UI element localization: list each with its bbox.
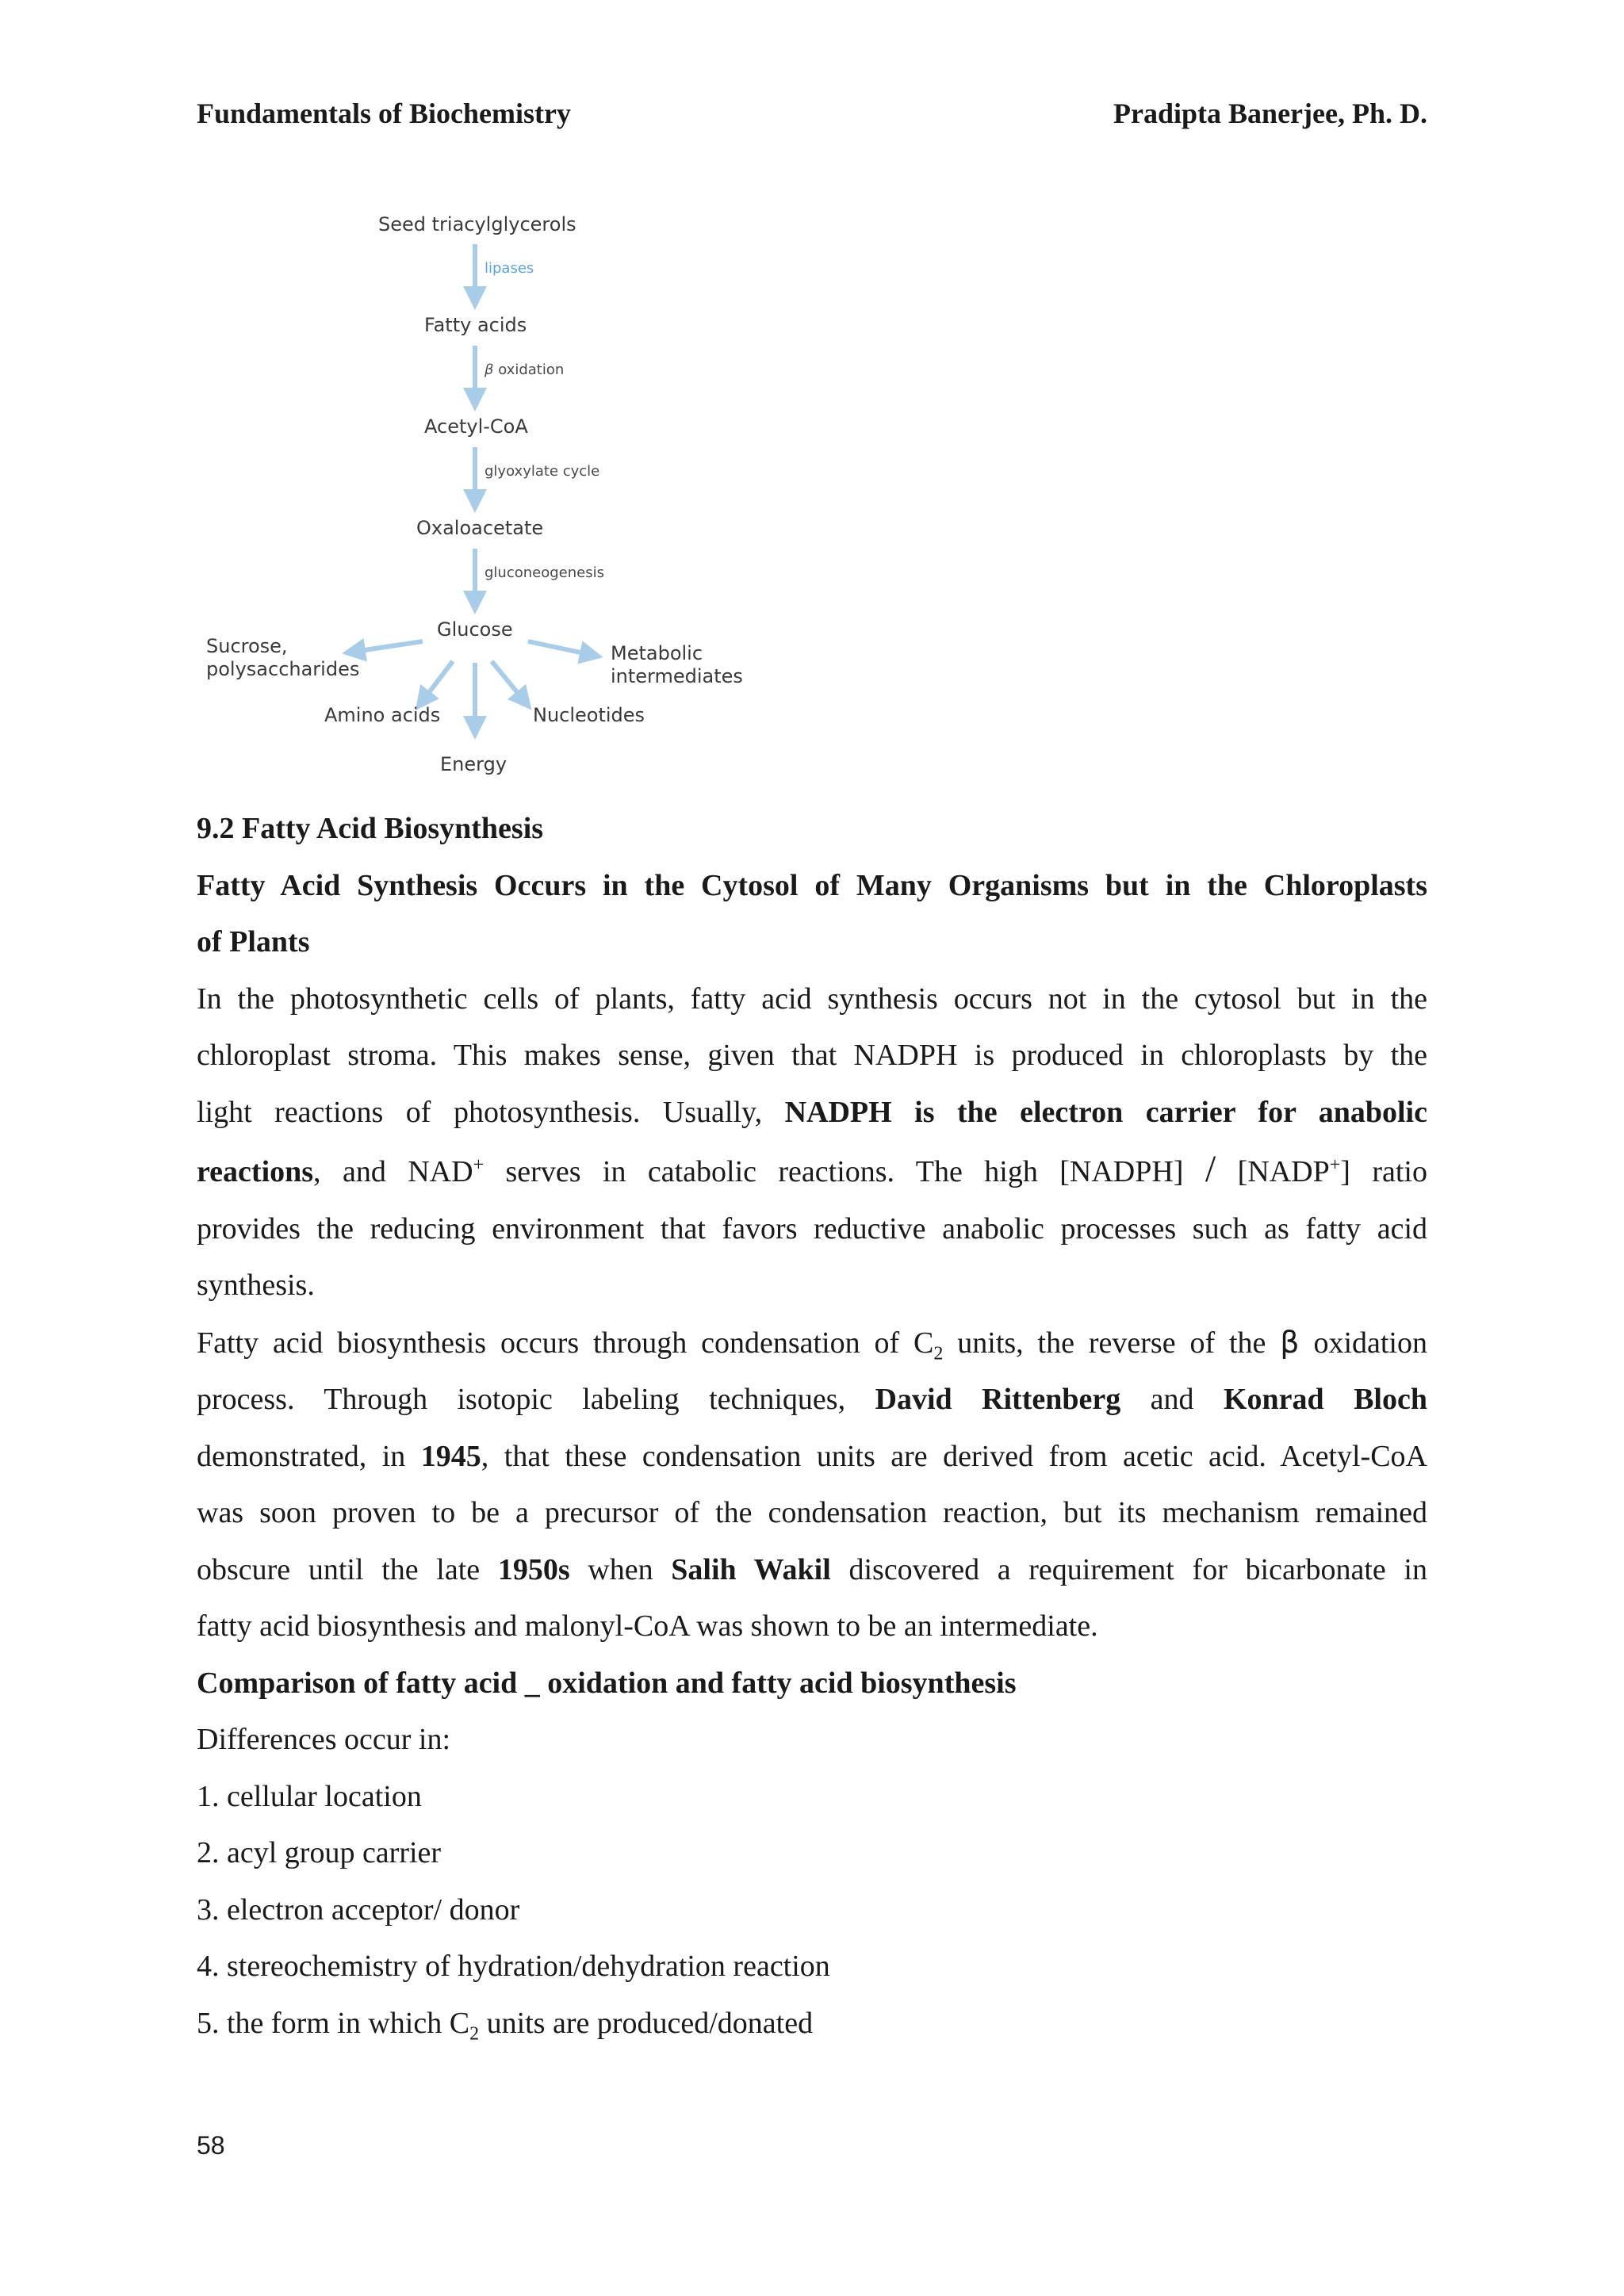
- label-glyoxylate-cycle: glyoxylate cycle: [485, 463, 600, 480]
- para1-line-3: [197, 1085, 1427, 1142]
- node-amino-acids: Amino acids: [324, 704, 441, 726]
- subsection-title-line-2: of Plants: [197, 925, 310, 959]
- para2-l5-text: obscure until the late: [197, 1552, 498, 1586]
- name-salih-wakil: Salih Wakil: [671, 1552, 831, 1586]
- book-title: Fundamentals of Biochemistry: [197, 98, 571, 129]
- node-metabolic-intermediates: [611, 642, 743, 688]
- para2-l5-when: when: [569, 1552, 672, 1586]
- para1-l3-text: light reactions of photosynthesis. Usually,: [197, 1095, 785, 1129]
- beta-symbol-text: β: [1280, 1324, 1300, 1360]
- subsection-title-line-1: Fatty Acid Synthesis Occurs in the Cytosol of Many Organisms but in the Chloroplasts: [197, 868, 1427, 902]
- para2-line-3: [197, 1429, 1427, 1486]
- item5-text: 5. the form in which C: [197, 2006, 470, 2040]
- node-fatty-acids: Fatty acids: [424, 314, 527, 336]
- arrow-to-nucleotides: [492, 661, 524, 701]
- para1-line-5: provides the reducing environment that favors reductive anabolic processes such as fatty acid: [197, 1211, 1427, 1246]
- nad-plus-superscript: +: [473, 1154, 485, 1176]
- list-item: 4. stereochemistry of hydration/dehydration reaction: [197, 1950, 830, 1983]
- pathway-arrows: [197, 203, 768, 790]
- para2-line-2: [197, 1372, 1427, 1429]
- para2-line-4: was soon proven to be a precursor of the condensation reaction, but its mechanism remained: [197, 1496, 1427, 1529]
- ratio-slash: /: [1205, 1148, 1216, 1190]
- year-1945: 1945: [420, 1439, 481, 1473]
- para1-line-1: In the photosynthetic cells of plants, fatty acid synthesis occurs not in the cytosol but in the: [197, 982, 1427, 1016]
- name-konrad-bloch: Konrad Bloch: [1223, 1383, 1427, 1416]
- list-item: 2. acyl group carrier: [197, 1836, 442, 1869]
- node-nucleotides: Nucleotides: [533, 704, 645, 726]
- para1-l4-nadp: [NADP: [1216, 1155, 1330, 1188]
- para2-l3-text: demonstrated, in: [197, 1439, 421, 1473]
- para1-l4-text: serves in catabolic reactions. The high [NADPH]: [484, 1155, 1205, 1188]
- list-item: 3. electron acceptor/ donor: [197, 1892, 520, 1927]
- beta-symbol: β: [485, 362, 494, 378]
- comparison-heading: Comparison of fatty acid _ oxidation and fatty acid biosynthesis: [197, 1666, 1017, 1700]
- list-item: [197, 1996, 1427, 2053]
- label-gluconeogenesis: gluconeogenesis: [485, 564, 604, 581]
- node-sucrose-polysaccharides: [206, 635, 359, 681]
- para2-l2-and: and: [1120, 1383, 1224, 1416]
- comparison-intro: Differences occur in:: [197, 1723, 451, 1756]
- paragraph-nadph: [197, 971, 1427, 1314]
- arrow-to-metabolic: [528, 641, 592, 655]
- node-acetyl-coa: Acetyl-CoA: [424, 415, 528, 438]
- para1-line-4: [197, 1141, 1427, 1201]
- para1-line-2: chloroplast stroma. This makes sense, given that NADPH is produced in chloroplasts by the: [197, 1039, 1427, 1072]
- para1-l4-nad: , and NAD: [313, 1155, 473, 1188]
- para2-l1-text: Fatty acid biosynthesis occurs through condensation of C: [197, 1326, 934, 1360]
- para2-l1-text-b: units, the reverse of the: [943, 1326, 1281, 1360]
- arrow-to-sucrose: [354, 641, 423, 652]
- node-seed-triacylglycerols: Seed triacylglycerols: [378, 213, 576, 235]
- para2-l1-text-c: oxidation: [1299, 1326, 1427, 1360]
- arrow-to-amino-acids: [423, 661, 453, 701]
- nadp-plus-superscript: +: [1329, 1154, 1341, 1176]
- name-david-rittenberg: David Rittenberg: [875, 1383, 1121, 1416]
- para2-line-6: fatty acid biosynthesis and malonyl-CoA was shown to be an intermediate.: [197, 1609, 1098, 1643]
- label-lipases: lipases: [485, 260, 534, 277]
- metabolic-line-1: Metabolic: [611, 642, 703, 664]
- metabolic-line-2: intermediates: [611, 665, 743, 687]
- list-item: 1. cellular location: [197, 1779, 422, 1813]
- beta-oxidation-word: oxidation: [498, 362, 565, 378]
- c2-subscript: 2: [933, 1343, 944, 1364]
- year-1950s: 1950s: [497, 1552, 570, 1586]
- pathway-diagram: [197, 203, 768, 790]
- item5-subscript: 2: [469, 2023, 480, 2045]
- para2-l5-text-c: discovered a requirement for bicarbonate in: [830, 1552, 1427, 1586]
- label-beta-oxidation: [485, 362, 564, 378]
- para1-l3-bold: NADPH is the electron carrier for anabolic: [784, 1095, 1427, 1129]
- para2-l3-text-b: , that these condensation units are derived from acetic acid. Acetyl-CoA: [481, 1439, 1427, 1473]
- sucrose-line-1: Sucrose,: [206, 635, 288, 657]
- para1-l4-bold: reactions: [197, 1155, 314, 1188]
- para2-l2-text: process. Through isotopic labeling techniques,: [197, 1383, 875, 1416]
- para2-line-5: [197, 1542, 1427, 1599]
- para1-l4-ratio: ] ratio: [1340, 1155, 1427, 1188]
- paragraph-history: [197, 1314, 1427, 1655]
- section-title: 9.2 Fatty Acid Biosynthesis: [197, 812, 544, 845]
- para1-line-6: synthesis.: [197, 1269, 315, 1302]
- item5-text-b: units are produced/donated: [479, 2006, 814, 2040]
- sucrose-line-2: polysaccharides: [206, 658, 360, 680]
- node-energy: Energy: [440, 753, 508, 775]
- para2-line-1: [197, 1314, 1427, 1372]
- author-name: Pradipta Banerjee, Ph. D.: [1113, 98, 1427, 129]
- node-oxaloacetate: Oxaloacetate: [416, 517, 544, 539]
- node-glucose: Glucose: [437, 618, 513, 641]
- page-number: 58: [197, 2131, 225, 2160]
- page-body: [197, 801, 1427, 2052]
- page-header: [197, 97, 1427, 136]
